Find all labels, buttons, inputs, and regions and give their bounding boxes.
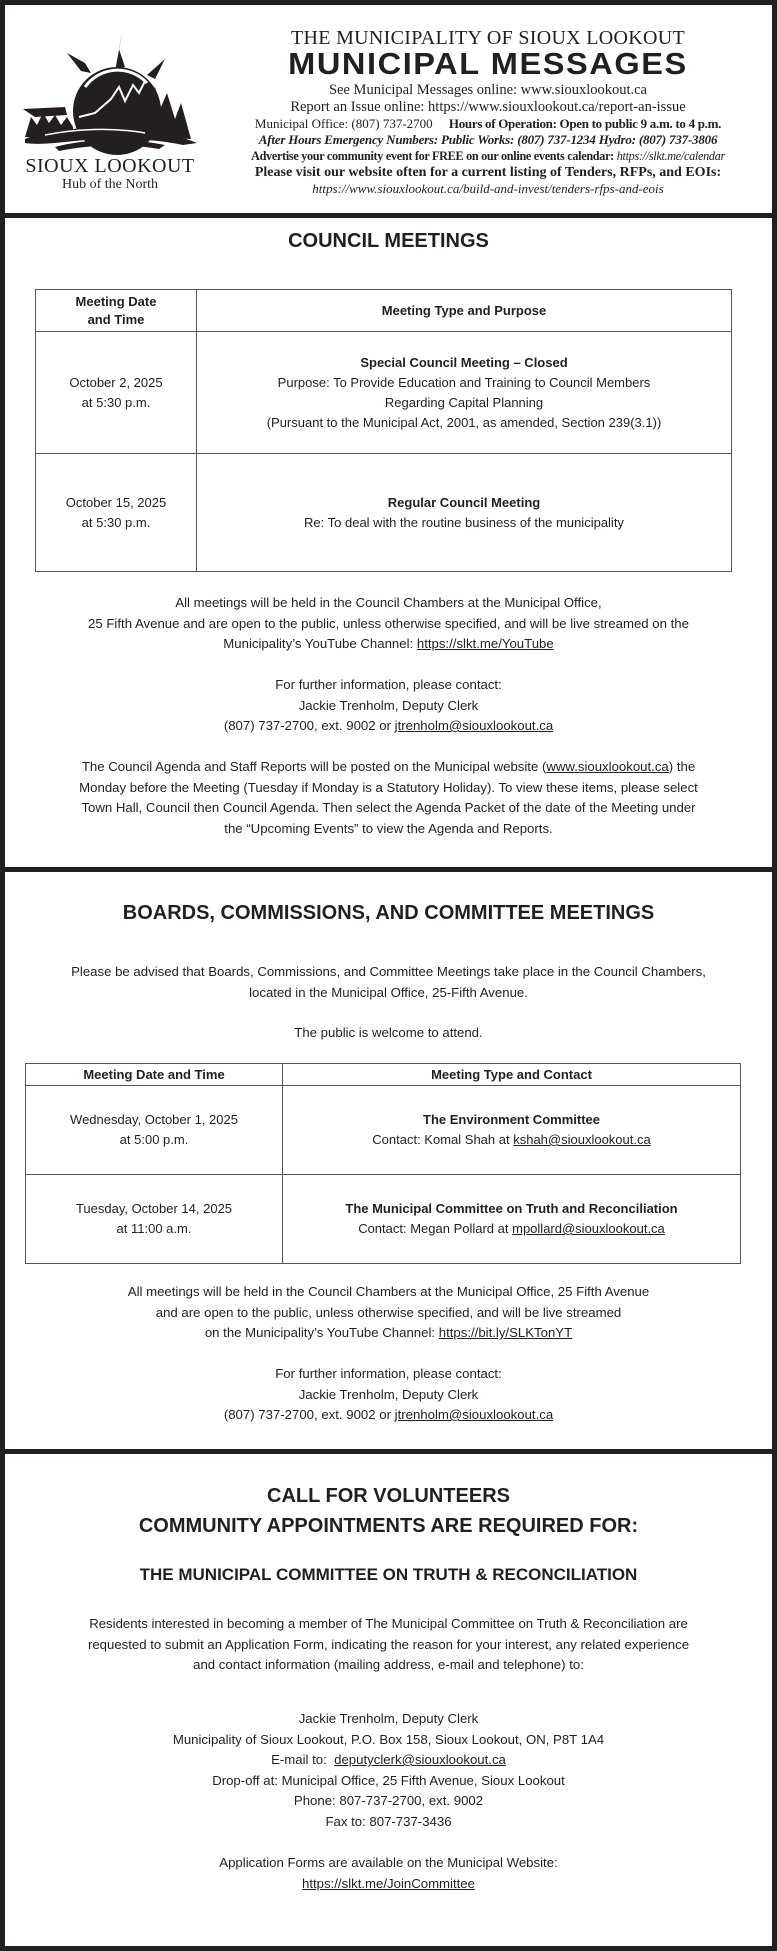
call-for-volunteers-section [5, 1454, 772, 1951]
youtube-link[interactable]: https://bit.ly/SLKTonYT [438, 1325, 573, 1340]
title-line: CALL FOR VOLUNTEERS [267, 1485, 510, 1507]
column-header-date: Meeting Date and Time [26, 1064, 283, 1086]
logo-name: SIOUX LOOKOUT [25, 155, 195, 177]
contact-email-link[interactable]: jtrenholm@siouxlookout.ca [394, 1407, 554, 1422]
column-header-type: Meeting Type and Purpose [197, 290, 732, 332]
dropoff-location: Drop-off at: Municipal Office, 25 Fifth Avenue, Sioux Lookout [212, 1772, 565, 1788]
meeting-time: at 5:30 p.m. [81, 514, 151, 530]
tenders-notice: Please visit our website often for a current listing of Tenders, RFPs, and EOIs: [254, 165, 722, 180]
meeting-contact-cell [283, 1086, 741, 1175]
contact-phone: (807) 737-2700, ext. 9002 or [223, 718, 391, 733]
meeting-type: Special Council Meeting – Closed [360, 354, 568, 370]
meeting-time: at 11:00 a.m. [116, 1221, 192, 1236]
agenda-line: the “Upcoming Events” to view the Agenda and Reports. [224, 820, 553, 836]
meeting-date-cell [36, 454, 197, 572]
contact-email-link[interactable]: kshah@siouxlookout.ca [513, 1132, 651, 1147]
notice-line: on the Municipality’s YouTube Channel: [204, 1325, 436, 1340]
intro-line: and contact information (mailing address, e-mail and telephone) to: [193, 1657, 584, 1672]
header-line: and Time [87, 311, 145, 327]
agenda-line: Monday before the Meeting (Tuesday if Monday is a Statutory Holiday). To view these items, please select [79, 779, 698, 795]
meeting-time: at 5:00 p.m. [119, 1132, 189, 1147]
sioux-lookout-logo [15, 27, 205, 199]
table-row [36, 454, 732, 572]
report-issue-notice: Report an Issue online: https://www.siouxlookout.ca/report-an-issue [290, 99, 686, 115]
section-title: COUNCIL MEETINGS [288, 230, 489, 252]
meeting-date: Wednesday, October 1, 2025 [70, 1112, 238, 1127]
public-welcome: The public is welcome to attend. [294, 1025, 483, 1040]
notice-line: Municipality’s YouTube Channel: [223, 636, 414, 651]
municipality-name: THE MUNICIPALITY OF SIOUX LOOKOUT [291, 27, 685, 49]
section-title [5, 1481, 772, 1541]
council-meetings-table [35, 289, 732, 572]
committee-meetings-table [25, 1063, 741, 1264]
section-title: BOARDS, COMMISSIONS, AND COMMITTEE MEETINGS [122, 902, 655, 924]
hours-of-operation: Hours of Operation: Open to public 9 a.m. to 4 p.m. [448, 116, 722, 131]
meeting-purpose-cell [197, 454, 732, 572]
title-line: COMMUNITY APPOINTMENTS ARE REQUIRED FOR: [138, 1515, 639, 1537]
intro-line: Please be advised that Boards, Commissions, and Committee Meetings take place in the Council Chambers, [71, 964, 706, 979]
meeting-date-cell [26, 1175, 283, 1264]
agenda-text: The Council Agenda and Staff Reports will be posted on the Municipal website ( [81, 759, 547, 774]
table-header-row [26, 1064, 741, 1086]
contact-intro: For further information, please contact: [275, 1366, 502, 1381]
meeting-date: October 2, 2025 [69, 374, 163, 390]
boards-location-notice [15, 1282, 762, 1344]
committee-name: The Environment Committee [423, 1112, 600, 1127]
table-row [26, 1086, 741, 1175]
notice-line: 25 Fifth Avenue and are open to the public, unless otherwise specified, and will be live streamed on the [88, 615, 689, 631]
advertise-line [210, 148, 766, 164]
meeting-purpose-line: Purpose: To Provide Education and Training to Council Members [277, 374, 651, 390]
agenda-notice [25, 757, 752, 839]
phone-number: Phone: 807-737-2700, ext. 9002 [293, 1793, 484, 1808]
council-location-notice [15, 593, 762, 655]
emergency-numbers: After Hours Emergency Numbers: Public Works: (807) 737-1234 Hydro: (807) 737-3806 [258, 132, 718, 147]
table-row [36, 332, 732, 454]
meeting-date-cell [26, 1086, 283, 1175]
contact-name: Jackie Trenholm, Deputy Clerk [298, 1711, 479, 1726]
intro-line: located in the Municipal Office, 25-Fifth Avenue. [249, 984, 528, 1000]
meeting-date-cell [36, 332, 197, 454]
contact-name: Jackie Trenholm, Deputy Clerk [298, 1386, 479, 1402]
volunteers-contact [15, 1709, 762, 1832]
office-phone: Municipal Office: (807) 737-2700 [254, 116, 433, 131]
boards-intro [15, 962, 762, 1003]
mailing-address: Municipality of Sioux Lookout, P.O. Box 158, Sioux Lookout, ON, P8T 1A4 [172, 1731, 605, 1747]
masthead [5, 5, 772, 213]
meeting-type: Regular Council Meeting [387, 494, 541, 510]
agenda-line: Town Hall, Council then Council Agenda. Then select the Agenda Packet of the date of the Meeting under [81, 800, 696, 815]
contact-name: Jackie Trenholm, Deputy Clerk [298, 697, 479, 713]
online-notice: See Municipal Messages online: www.siouxlookout.ca [328, 82, 647, 98]
contact-intro: For further information, please contact: [275, 677, 502, 692]
intro-line: requested to submit an Application Form, indicating the reason for your interest, any related experience [87, 1636, 690, 1652]
meeting-purpose-line: Regarding Capital Planning [384, 394, 544, 410]
office-hours-line [210, 116, 766, 132]
meeting-contact-cell [283, 1175, 741, 1264]
deputy-clerk-email-link[interactable]: deputyclerk@siouxlookout.ca [334, 1752, 506, 1767]
meeting-date: Tuesday, October 14, 2025 [75, 1201, 233, 1216]
meeting-date: October 15, 2025 [65, 494, 167, 510]
publication-title: MUNICIPAL MESSAGES [288, 46, 688, 81]
header-line: Meeting Date [75, 293, 157, 309]
boards-contact [15, 1364, 762, 1426]
advertise-text: Advertise your community event for FREE on our online events calendar: [251, 149, 614, 163]
fax-number: Fax to: 807-737-3436 [325, 1813, 452, 1829]
tenders-link[interactable]: https://www.siouxlookout.ca/build-and-invest/tenders-rfps-and-eois [312, 181, 664, 196]
column-header-date [36, 290, 197, 332]
notice-line: All meetings will be held in the Council Chambers at the Municipal Office, 25 Fifth Avenue [127, 1284, 650, 1299]
intro-line: Residents interested in becoming a member of The Municipal Committee on Truth & Reconciliation are [89, 1616, 688, 1631]
contact-person: Contact: Komal Shah at [372, 1132, 510, 1147]
contact-email-link[interactable]: jtrenholm@siouxlookout.ca [394, 718, 554, 733]
meeting-purpose-line: (Pursuant to the Municipal Act, 2001, as amended, Section 239(3.1)) [266, 414, 662, 430]
contact-phone: (807) 737-2700, ext. 9002 or [223, 1407, 391, 1422]
notice-line: All meetings will be held in the Council Chambers at the Municipal Office, [175, 595, 602, 610]
council-contact [15, 675, 762, 737]
volunteers-intro [15, 1614, 762, 1676]
calendar-link[interactable]: https://slkt.me/calendar [616, 149, 725, 163]
notice-line: and are open to the public, unless otherwise specified, and will be live streamed [155, 1304, 622, 1320]
boards-committees-section [5, 872, 772, 1449]
masthead-text [210, 27, 766, 197]
application-forms [15, 1853, 762, 1894]
youtube-link[interactable]: https://slkt.me/YouTube [416, 636, 554, 651]
committee-heading: THE MUNICIPAL COMMITTEE ON TRUTH & RECONCILIATION [139, 1565, 638, 1584]
table-row [26, 1175, 741, 1264]
logo-tagline: Hub of the North [61, 177, 159, 192]
join-committee-link[interactable]: https://slkt.me/JoinCommittee [302, 1875, 475, 1891]
table-header-row [36, 290, 732, 332]
agenda-text: ) the [668, 759, 696, 774]
committee-name: The Municipal Committee on Truth and Reconciliation [345, 1201, 678, 1216]
meeting-purpose-cell [197, 332, 732, 454]
contact-person: Contact: Megan Pollard at [358, 1221, 509, 1236]
website-link[interactable]: www.siouxlookout.ca [546, 759, 669, 774]
meeting-purpose-line: Re: To deal with the routine business of the municipality [304, 514, 624, 530]
sun-trees-fish-logo-icon [15, 27, 205, 157]
council-meetings-section [5, 218, 772, 867]
contact-email-link[interactable]: mpollard@siouxlookout.ca [512, 1221, 665, 1236]
email-label: E-mail to: [271, 1752, 327, 1767]
column-header-type: Meeting Type and Contact [283, 1064, 741, 1086]
meeting-time: at 5:30 p.m. [81, 394, 151, 410]
forms-label: Application Forms are available on the Municipal Website: [219, 1855, 558, 1870]
